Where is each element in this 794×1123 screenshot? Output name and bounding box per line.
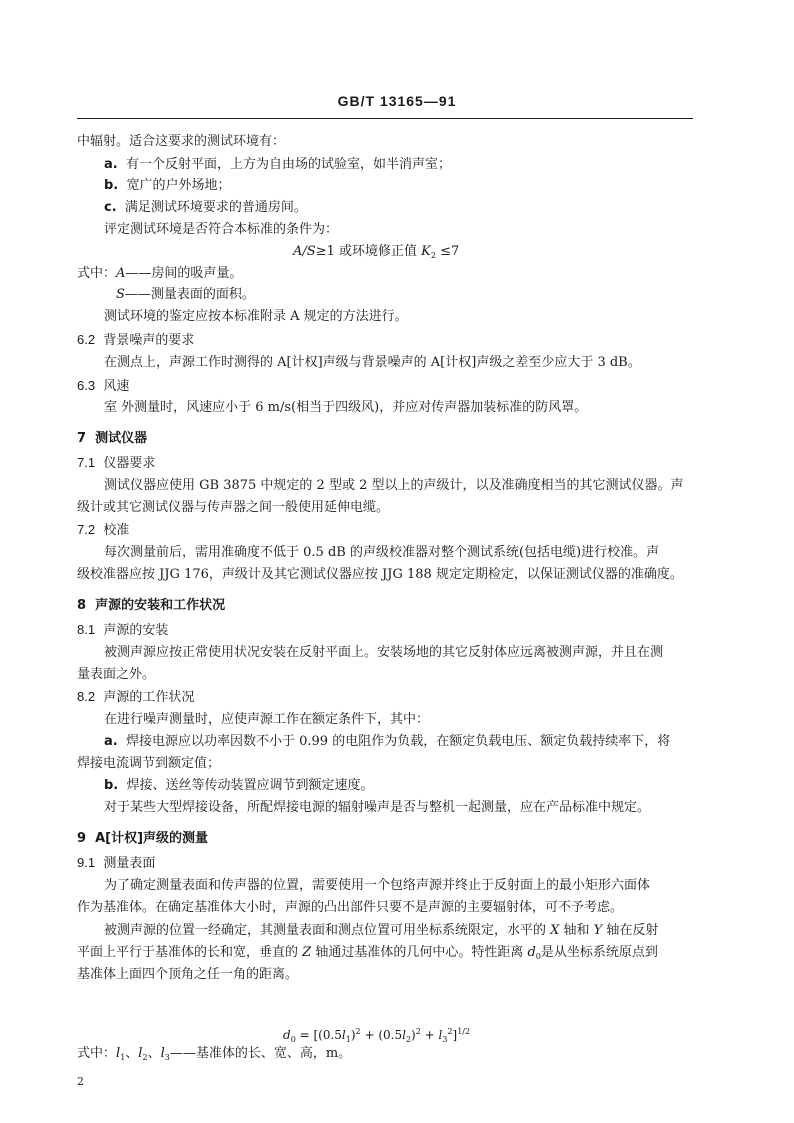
text: 是从坐标系统原点到 <box>540 945 658 960</box>
section-title: 测试仪器 <box>95 431 148 446</box>
section-title: 校准 <box>103 523 130 538</box>
subscript: 2 <box>142 1053 148 1062</box>
section-heading-9-1 <box>77 855 155 872</box>
list-item-b <box>104 778 374 794</box>
formula-part: = [(0.5 <box>295 1028 342 1042</box>
formula-subscript: 3 <box>442 1035 448 1044</box>
body-line: 为了确定测量表面和传声器的位置，需要使用一个包络声源并终止于反射面上的最小矩形六面体 <box>104 878 651 893</box>
section-heading-9 <box>77 831 208 847</box>
section-number: 8 <box>77 598 87 613</box>
formula-part: + <box>420 1028 439 1042</box>
subscript: 0 <box>535 952 541 961</box>
section-heading-8-2 <box>77 689 194 706</box>
list-item-b <box>104 178 231 194</box>
formula-environment-condition <box>293 244 459 264</box>
section-title: 声源的安装 <box>103 623 169 638</box>
body-line: 级校准器应按 JJG 176，声级计及其它测试仪器应按 JJG 188 规定定期检定，以保证测试仪器的准确度。 <box>77 567 683 582</box>
text: 式中： <box>77 266 117 281</box>
list-text: 焊接、送丝等传动装置应调节到额定速度。 <box>126 778 374 793</box>
text: ——房间的吸声量。 <box>125 266 243 281</box>
body-line: 焊接电流调节到额定值； <box>77 756 221 771</box>
list-item-a <box>104 157 451 173</box>
symbol: Y <box>593 923 603 938</box>
formula-subscript: 0 <box>290 1035 296 1044</box>
section-title: 仪器要求 <box>103 456 156 471</box>
section-heading-7 <box>77 431 147 447</box>
body-line: 中辐射。适合这要求的测试环境有： <box>77 134 286 149</box>
symbol: l <box>116 1046 121 1061</box>
section-number: 6.2 <box>77 332 96 347</box>
text: 轴和 <box>559 923 594 938</box>
list-marker: b. <box>104 178 119 193</box>
subscript: 3 <box>164 1053 170 1062</box>
formula-part: K <box>421 244 431 259</box>
section-number: 9 <box>77 831 87 846</box>
formula-explanation <box>77 1046 351 1066</box>
body-line: 对于某些大型焊接设备，所配焊接电源的辐射噪声是否与整机一起测量，应在产品标准中规定。 <box>104 800 651 815</box>
formula-superscript: 1/2 <box>457 1027 471 1036</box>
text: 、 <box>147 1046 161 1061</box>
body-line: 测试仪器应使用 GB 3875 中规定的 2 型或 2 型以上的声级计，以及准确度相当的其它测试仪器。声 <box>104 478 684 493</box>
section-title: 声源的工作状况 <box>103 690 195 705</box>
symbol: d <box>527 945 536 960</box>
section-number: 7.1 <box>77 455 96 470</box>
subscript: 1 <box>120 1053 126 1062</box>
list-text: 焊接电源应以功率因数不小于 0.99 的电阻作为负载，在额定负载电压、额定负载持续率下，将 <box>125 734 671 749</box>
formula-part: l <box>341 1028 346 1042</box>
formula-explanation <box>77 266 242 282</box>
formula-subscript: 2 <box>430 251 436 260</box>
formula-characteristic-distance <box>283 1024 470 1048</box>
section-title: 风速 <box>103 379 130 394</box>
formula-explanation <box>116 287 255 303</box>
header-rule <box>77 118 693 119</box>
formula-superscript: 2 <box>447 1027 453 1036</box>
formula-part: A/S <box>293 244 316 259</box>
body-line: 量表面之外。 <box>77 667 156 682</box>
body-line: 室 外测量时，风速应小于 6 m/s(相当于四级风)，并应对传声器加装标准的防风罩。 <box>104 400 588 415</box>
section-number: 8.1 <box>77 622 96 637</box>
section-heading-6-3 <box>77 378 129 395</box>
formula-part: + (0.5 <box>360 1028 403 1042</box>
text: 式中： <box>77 1046 117 1061</box>
formula-part: l <box>438 1028 443 1042</box>
section-number: 7.2 <box>77 522 96 537</box>
symbol: A <box>116 266 126 281</box>
section-number: 7 <box>77 431 87 446</box>
page-number: 2 <box>77 1075 84 1088</box>
text: 被测声源的位置一经确定，其测量表面和测点位置可用坐标系统限定，水平的 <box>104 923 551 938</box>
section-heading-8 <box>77 598 225 614</box>
symbol: S <box>116 287 125 302</box>
list-marker: c. <box>104 200 117 215</box>
body-line: 每次测量前后，需用准确度不低于 0.5 dB 的声级校准器对整个测试系统(包括电缆)进行校准。声 <box>104 545 660 560</box>
section-heading-8-1 <box>77 622 168 639</box>
body-line: 评定测试环境是否符合本标准的条件为： <box>104 222 339 237</box>
formula-part: ) <box>350 1028 356 1042</box>
list-text: 宽广的户外场地； <box>126 178 231 193</box>
list-item-c <box>104 200 307 216</box>
body-line <box>77 945 658 965</box>
section-heading-7-1 <box>77 455 155 472</box>
body-line: 级计或其它测试仪器与传声器之间一般使用延伸电缆。 <box>77 500 390 515</box>
formula-part: l <box>402 1028 406 1042</box>
text: 、 <box>125 1046 139 1061</box>
section-number: 9.1 <box>77 855 96 870</box>
text: 轴通过基准体的几何中心。特性距离 <box>311 945 528 960</box>
section-title: 测量表面 <box>103 856 156 871</box>
text: ——基准体的长、宽、高，m。 <box>169 1046 352 1061</box>
section-number: 6.3 <box>77 378 96 393</box>
list-marker: a. <box>104 734 118 749</box>
body-line: 被测声源应按正常使用状况安装在反射平面上。安装场地的其它反射体应远离被测声源，并且在测 <box>104 645 664 660</box>
formula-subscript: 1 <box>345 1035 351 1044</box>
body-line: 在进行噪声测量时，应使声源工作在额定条件下，其中： <box>104 712 430 727</box>
symbol: X <box>550 923 560 938</box>
text: 轴在反射 <box>602 923 659 938</box>
section-heading-6-2 <box>77 332 194 349</box>
symbol: l <box>138 1046 143 1061</box>
formula-part: ≥1 或环境修正值 <box>315 244 422 259</box>
list-text: 满足测试环境要求的普通房间。 <box>124 200 307 215</box>
body-line <box>104 923 658 939</box>
section-number: 8.2 <box>77 689 96 704</box>
formula-part: d <box>283 1028 291 1042</box>
formula-superscript: 2 <box>415 1027 421 1036</box>
section-heading-7-2 <box>77 522 129 539</box>
text: 平面上平行于基准体的长和宽，垂直的 <box>77 945 303 960</box>
list-marker: a. <box>104 157 118 172</box>
section-title: A[计权]声级的测量 <box>95 831 209 846</box>
formula-part: ≤7 <box>435 244 460 259</box>
list-item-a <box>104 734 670 750</box>
section-title: 背景噪声的要求 <box>103 333 195 348</box>
body-line: 测试环境的鉴定应按本标准附录 A 规定的方法进行。 <box>104 309 408 324</box>
body-line: 基准体上面四个顶角之任一角的距离。 <box>77 967 299 982</box>
page-header-standard-number: GB/T 13165—91 <box>337 93 457 109</box>
symbol: l <box>160 1046 165 1061</box>
formula-subscript: 2 <box>405 1035 412 1044</box>
list-text: 有一个反射平面，上方为自由场的试验室，如半消声室； <box>125 157 451 172</box>
body-line: 作为基准体。在确定基准体大小时，声源的凸出部件只要不是声源的主要辐射体，可不予考虑。 <box>77 900 624 915</box>
formula-part: ] <box>452 1028 458 1042</box>
section-title: 声源的安装和工作状况 <box>95 598 226 613</box>
formula-part: ) <box>411 1028 416 1042</box>
symbol: Z <box>302 945 312 960</box>
list-marker: b. <box>104 778 119 793</box>
text: ——测量表面的面积。 <box>124 287 255 302</box>
formula-superscript: 2 <box>355 1027 361 1036</box>
body-line: 在测点上，声源工作时测得的 A[计权]声级与背景噪声的 A[计权]声级之差至少应大于 3 dB。 <box>104 355 641 370</box>
